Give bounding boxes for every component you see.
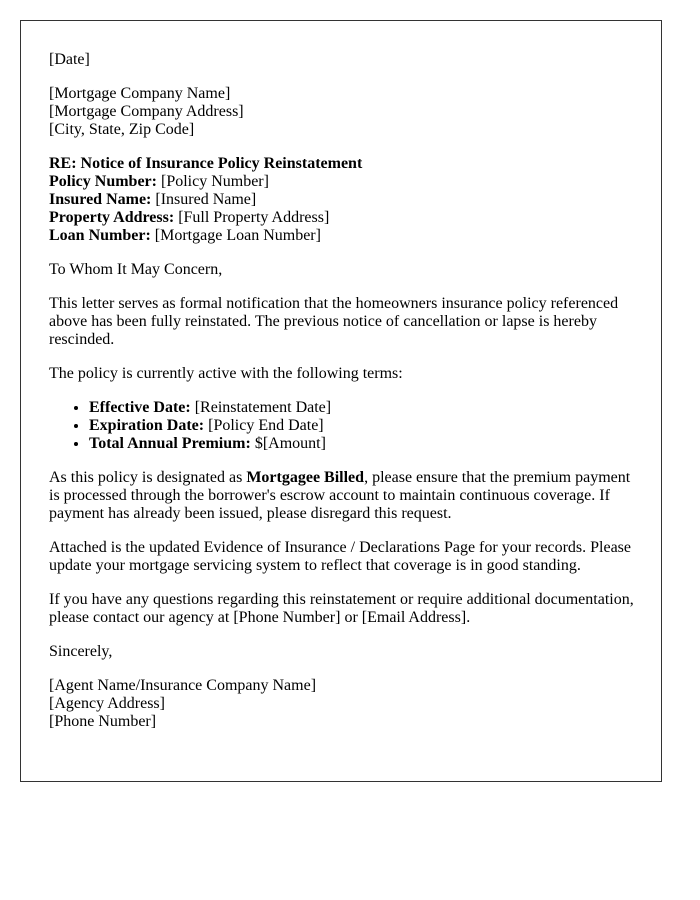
insured-name-label: Insured Name: xyxy=(49,191,152,208)
signature-address: [Agency Address] xyxy=(49,695,165,712)
terms-list xyxy=(49,399,639,453)
signature-name: [Agent Name/Insurance Company Name] xyxy=(49,677,317,694)
recipient-block xyxy=(49,85,639,139)
salutation: To Whom It May Concern, xyxy=(49,261,223,278)
recipient-city-state-zip: [City, State, Zip Code] xyxy=(49,121,195,138)
term-value: $[Amount] xyxy=(250,435,326,452)
paragraph-contact: If you have any questions regarding this reinstatement or require additional documentation, please contact our agency at [Phone Number] or [Email Address]. xyxy=(49,591,634,626)
term-effective-date xyxy=(89,399,639,417)
term-label: Total Annual Premium: xyxy=(89,435,251,452)
term-label: Expiration Date: xyxy=(89,417,205,434)
paragraph-text: As this policy is designated as xyxy=(49,469,247,486)
mortgagee-billed-emphasis: Mortgagee Billed xyxy=(246,469,365,486)
letter-content xyxy=(49,51,639,747)
recipient-company-name: [Mortgage Company Name] xyxy=(49,85,231,102)
term-value: [Reinstatement Date] xyxy=(190,399,332,416)
policy-number-value: [Policy Number] xyxy=(156,173,269,190)
paragraph-terms-intro: The policy is currently active with the following terms: xyxy=(49,365,403,382)
term-annual-premium xyxy=(89,435,639,453)
paragraph-attachment: Attached is the updated Evidence of Insurance / Declarations Page for your records. Please update your mortgage servicing system to reflect that coverage is in good standing. xyxy=(49,539,631,574)
loan-number-label: Loan Number: xyxy=(49,227,151,244)
recipient-company-address: [Mortgage Company Address] xyxy=(49,103,244,120)
paragraph-text: , please ensure that the premium payment is processed through the borrower's escrow account to maintain continuous coverage. If payment has already been issued, please disregard this request. xyxy=(49,469,631,522)
term-expiration-date xyxy=(89,417,639,435)
closing: Sincerely, xyxy=(49,643,113,660)
reference-block xyxy=(49,155,639,245)
letter-page xyxy=(20,20,662,782)
signature-block xyxy=(49,677,639,731)
paragraph-mortgagee-billed xyxy=(49,469,639,523)
term-value: [Policy End Date] xyxy=(204,417,324,434)
loan-number-value: [Mortgage Loan Number] xyxy=(150,227,321,244)
subject-line: RE: Notice of Insurance Policy Reinstatement xyxy=(49,155,363,172)
paragraph-reinstated: This letter serves as formal notification that the homeowners insurance policy referenced above has been fully reinstated. The previous notice of cancellation or lapse is hereby rescinded. xyxy=(49,295,619,348)
signature-phone: [Phone Number] xyxy=(49,713,157,730)
letter-date: [Date] xyxy=(49,51,90,68)
policy-number-label: Policy Number: xyxy=(49,173,157,190)
term-label: Effective Date: xyxy=(89,399,191,416)
insured-name-value: [Insured Name] xyxy=(151,191,257,208)
property-address-value: [Full Property Address] xyxy=(174,209,330,226)
property-address-label: Property Address: xyxy=(49,209,175,226)
